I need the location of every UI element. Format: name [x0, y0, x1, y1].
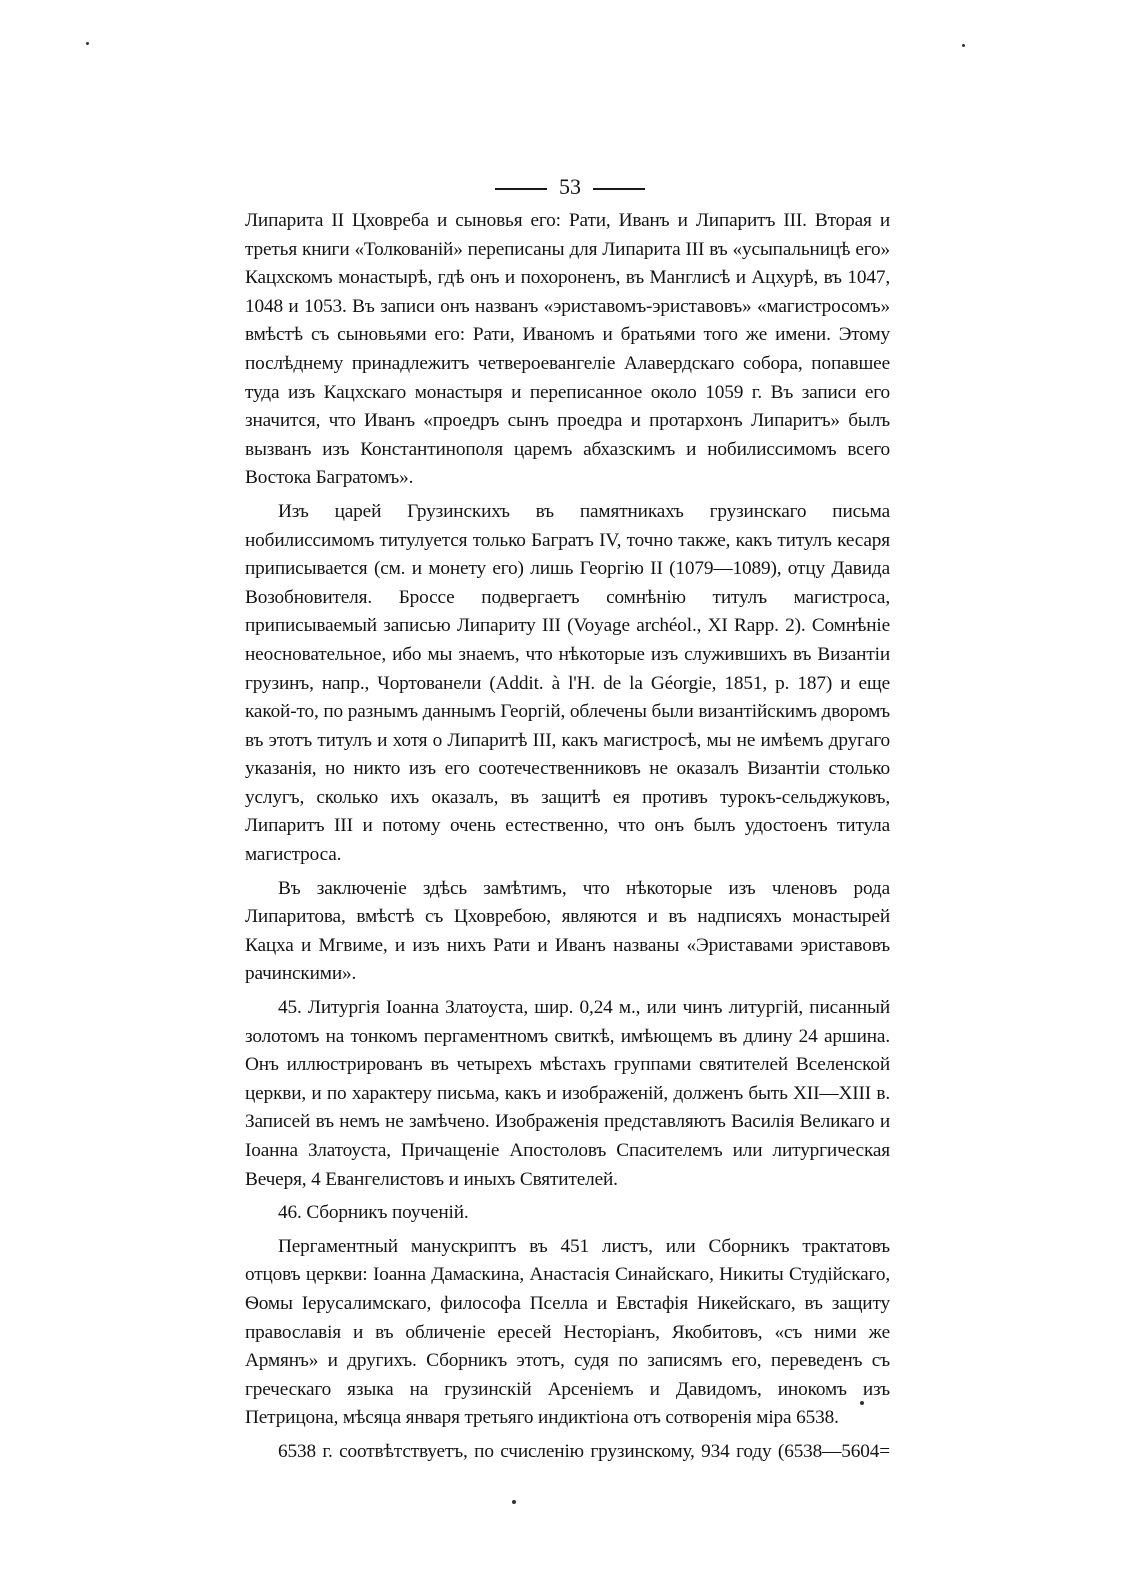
page-text [245, 207, 890, 1472]
paragraph-4: 45. Литургія Іоанна Златоуста, шир. 0,24 м., или чинъ литургій, писанный золотомъ на тонкомъ пергаментномъ свиткѣ, имѣющемъ въ длину 24 аршина. Онъ иллюстрированъ въ четырехъ мѣстахъ группами святителей Вселенской церкви, и по характеру письма, какъ и изображеній, долженъ быть XII—XIII в. Записей въ немъ не замѣчено. Изображенія представляютъ Василія Великаго и Іоанна Златоуста, Причащеніе Апостоловъ Спасителемъ или литургическая Вечеря, 4 Евангелистовъ и иныхъ Святителей. [245, 997, 890, 1190]
paragraph-2: Изъ царей Грузинскихъ въ памятникахъ грузинскаго письма нобилиссимомъ титулуется только Багратъ IV, точно также, какъ титулъ кесаря приписывается (см. и монету его) лишь Георгію II (1079—1089), отцу Давида Возобновителя. Броссе подвергаетъ сомнѣнію титулъ магистроса, приписываемый записью Липариту III (Voyage archéol., XI Rapp. 2). Сомнѣніе неосновательное, ибо мы знаемъ, что нѣкоторые изъ служившихъ въ Византіи грузинъ, напр., Чортованели (Addit. à l'H. de la Géorgie, 1851, p. 187) и еще какой-то, по разнымъ даннымъ Георгій, облечены были византійскимъ дворомъ въ этотъ титулъ и хотя о Липаритѣ III, какъ магистросѣ, мы не имѣемъ другаго указанія, но никто изъ его соотечественниковъ не оказалъ Византіи столько услугъ, сколько ихъ оказалъ, въ защитѣ ея противъ турокъ-сельджуковъ, Липаритъ III и потому очень естественно, что онъ былъ удостоенъ титула магистроса. [245, 500, 890, 866]
left-dash [495, 188, 547, 190]
scan-speck [962, 44, 965, 47]
page-number-header [0, 172, 1140, 202]
scan-speck [860, 1401, 864, 1405]
paragraph-5: 46. Сборникъ поученій. [278, 1202, 469, 1224]
paragraph-1: Липарита II Цховреба и сыновья его: Рати, Иванъ и Липаритъ III. Вторая и третья книги «Толкованій» переписаны для Липарита III въ «усыпальницѣ его» Кацхскомъ монастырѣ, гдѣ онъ и похороненъ, въ Манглисѣ и Ацхурѣ, въ 1047, 1048 и 1053. Въ записи онъ названъ «эриставомъ-эриставовъ» «магистросомъ» вмѣстѣ съ сыновьями его: Рати, Иваномъ и братьями того же имени. Этому послѣднему принадлежитъ четвероевангеліе Алавердскаго собора, попавшее туда изъ Кацхскаго монастыря и переписанное около 1059 г. Въ записи его значится, что Иванъ «проедръ сынъ проедра и протархонъ Липаритъ» былъ вызванъ изъ Константинополя царемъ абхазскимъ и нобилиссимомъ всего Востока Багратомъ». [245, 210, 890, 489]
paragraph-7: 6538 г. соотвѣтствуетъ, по счисленію грузинскому, 934 году (6538—5604= [278, 1440, 890, 1462]
paragraph-6: Пергаментный манускриптъ въ 451 листъ, или Сборникъ трактатовъ отцовъ церкви: Іоанна Дамаскина, Анастасія Синайскаго, Никиты Студійскаго, Ѳомы Іерусалимскаго, философа Пселла и Евстафія Никейскаго, въ защиту православія и въ обличеніе ересей Несторіанъ, Якобитовъ, «съ ними же Армянъ» и другихъ. Сборникъ этотъ, судя по записямъ его, переведенъ съ греческаго языка на грузинскій Арсеніемъ и Давидомъ, инокомъ изъ Петрицона, мѣсяца января третьяго индиктіона отъ сотворенія міра 6538. [245, 1235, 890, 1429]
scan-speck [512, 1500, 516, 1504]
paragraph-3: Въ заключеніе здѣсь замѣтимъ, что нѣкоторые изъ членовъ рода Липаритова, вмѣстѣ съ Цховребою, являются и въ надписяхъ монастырей Кацха и Мгвиме, и изъ нихъ Рати и Иванъ названы «Эриставами эриставовъ рачинскими». [245, 877, 890, 985]
right-dash [593, 188, 645, 190]
scan-speck [86, 42, 89, 45]
page-number: 53 [559, 174, 581, 199]
